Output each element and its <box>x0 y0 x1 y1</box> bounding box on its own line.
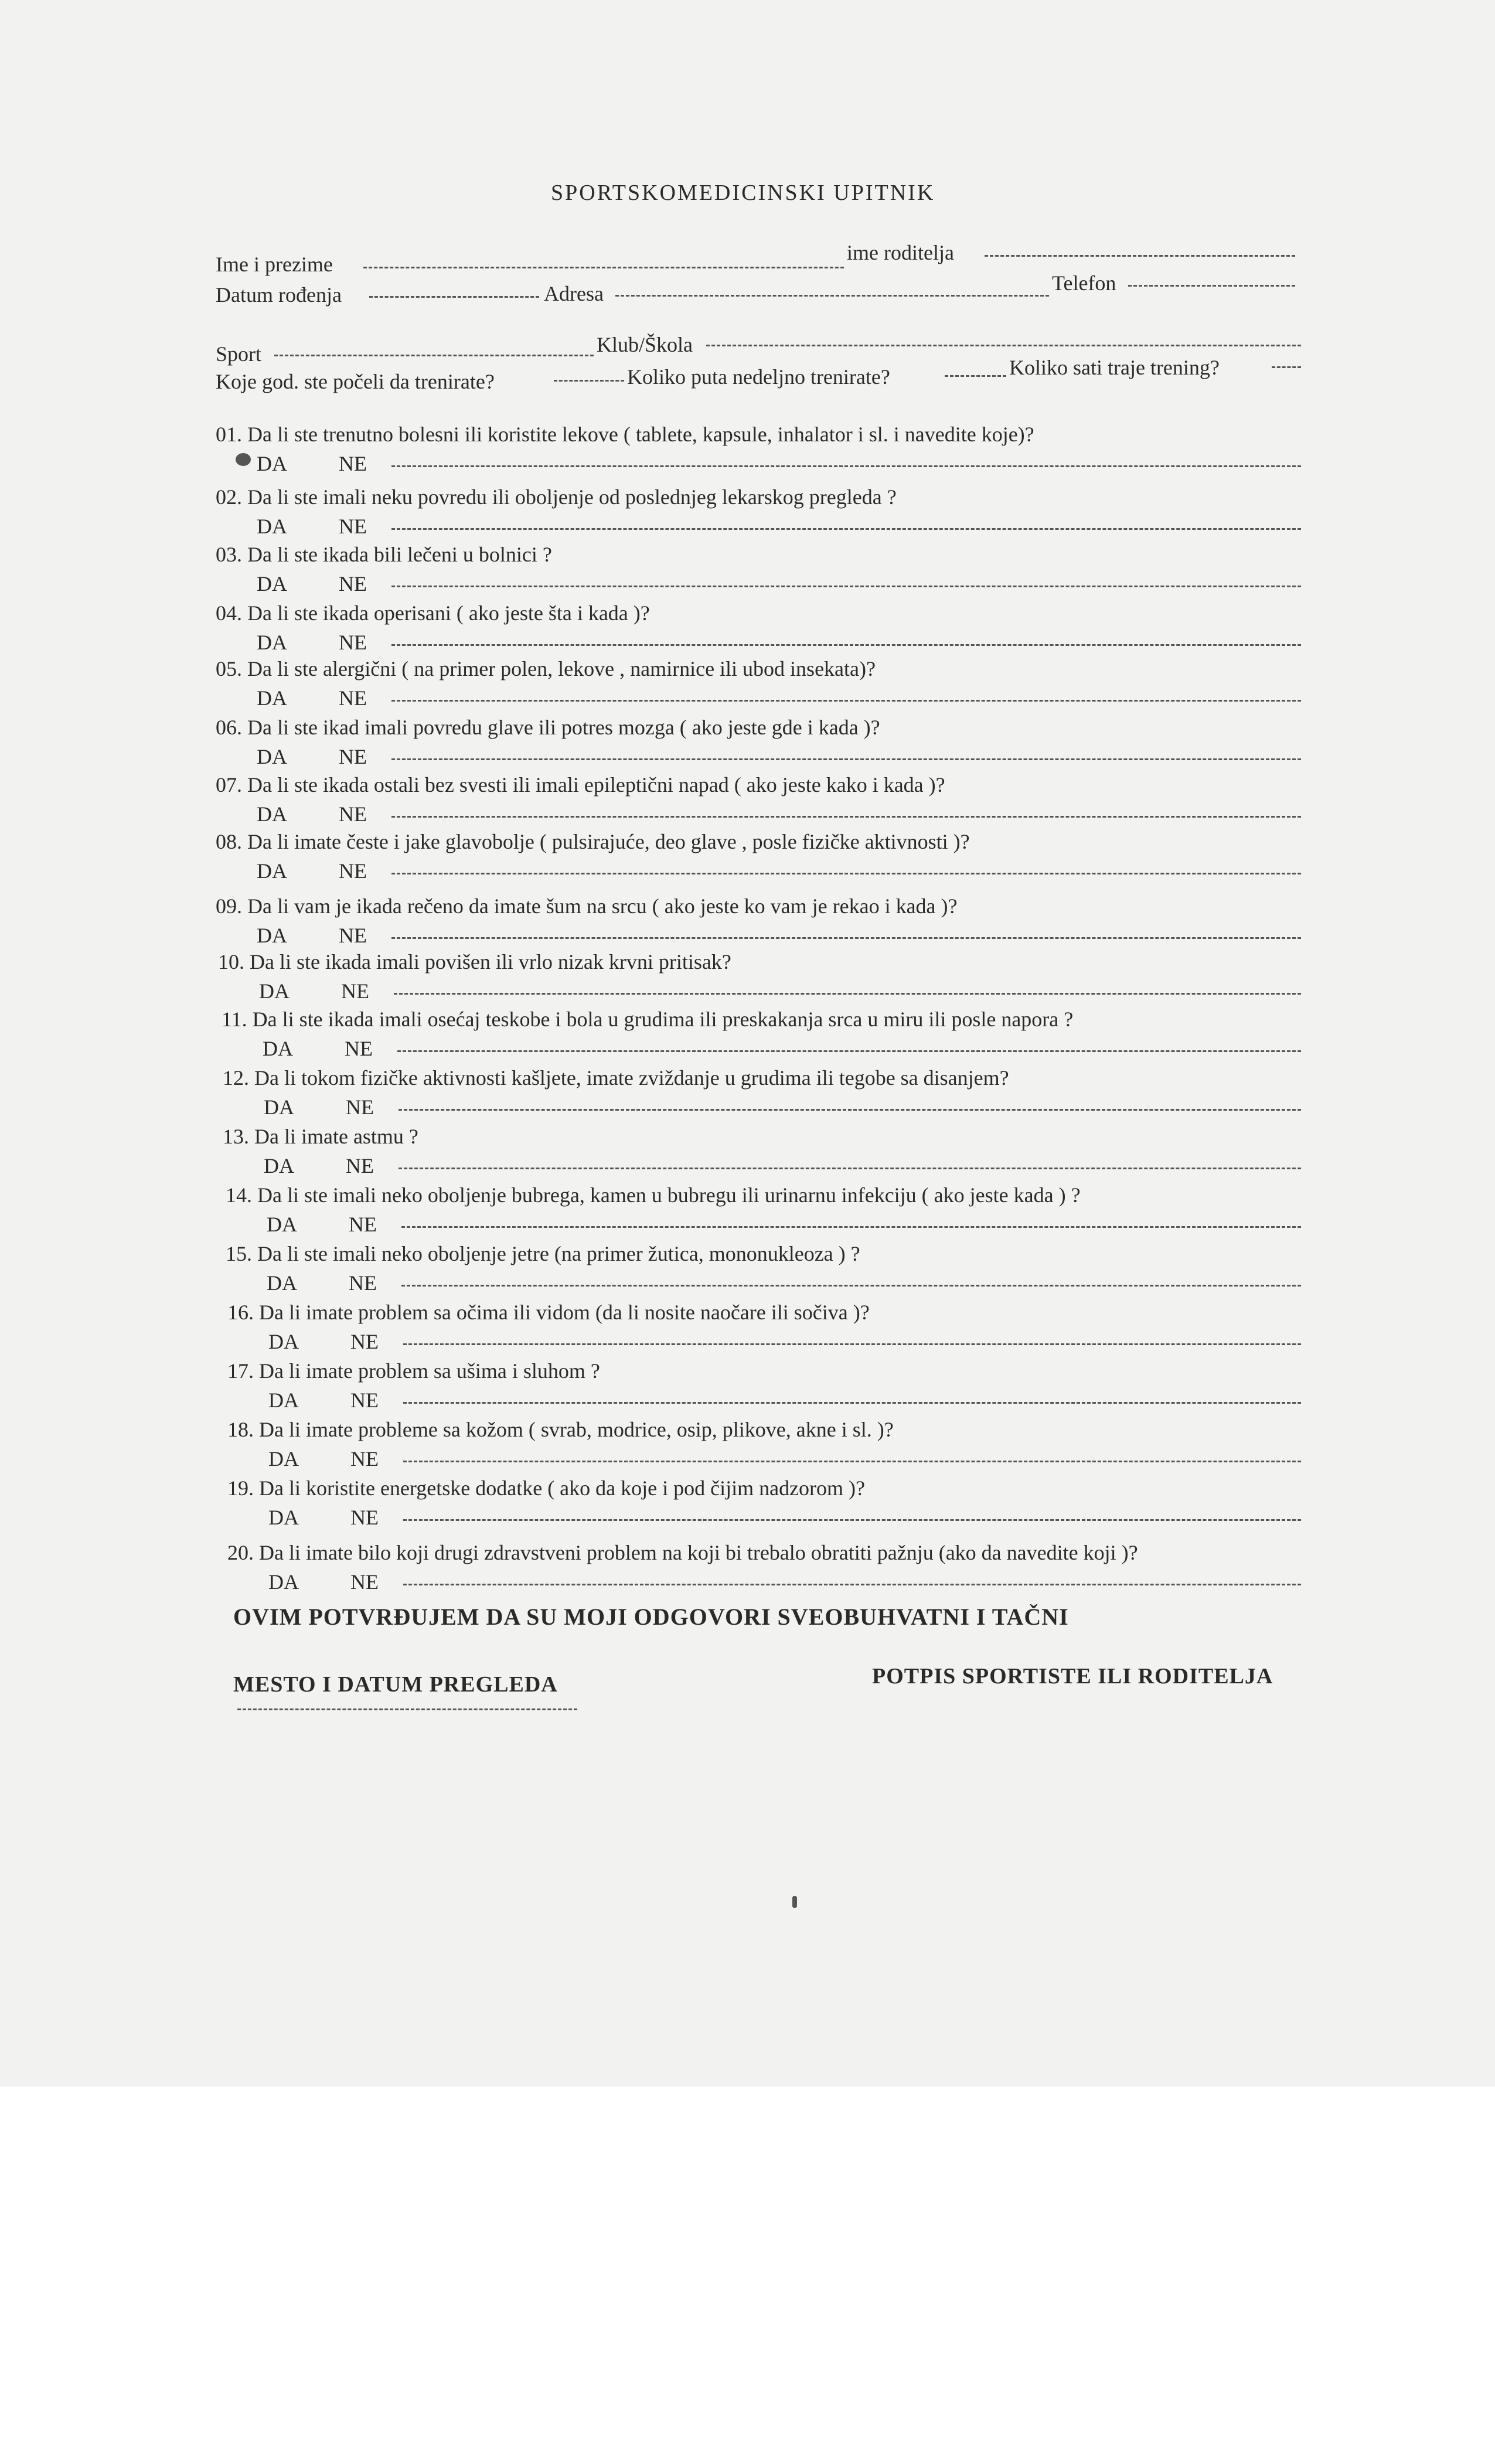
question-text: 19. Da li koristite energetske dodatke ( ako da koje i pod čijim nadzorom )? <box>227 1476 866 1500</box>
answer-line[interactable] <box>391 644 1301 646</box>
answer-no[interactable]: NE <box>341 979 369 1003</box>
birthdate-field[interactable] <box>369 296 539 298</box>
answer-line[interactable] <box>403 1343 1301 1345</box>
answer-yes[interactable]: DA <box>267 1271 297 1295</box>
duration-label: Koliko sati traje trening? <box>1009 356 1220 379</box>
answer-yes[interactable]: DA <box>257 924 287 947</box>
question-text: 11. Da li ste ikada imali osećaj teskobe i bola u grudima ili preskakanja srca u miru ili posle napora ? <box>222 1008 1074 1031</box>
answer-no[interactable]: NE <box>350 1388 379 1412</box>
answer-line[interactable] <box>391 816 1301 818</box>
answer-line[interactable] <box>399 1168 1301 1169</box>
answer-no[interactable]: NE <box>339 802 367 826</box>
weekly-label: Koliko puta nedeljno trenirate? <box>627 365 890 389</box>
name-field[interactable] <box>363 267 844 268</box>
answer-yes[interactable]: DA <box>268 1330 299 1353</box>
question-text: 20. Da li imate bilo koji drugi zdravstveni problem na koji bi trebalo obratiti pažnju (ako da navedite koji )? <box>227 1541 1138 1564</box>
answer-yes[interactable]: DA <box>268 1388 299 1412</box>
answer-yes[interactable]: DA <box>268 1447 299 1471</box>
answer-no[interactable]: NE <box>339 924 367 947</box>
answer-no[interactable]: NE <box>339 515 367 538</box>
sport-label: Sport <box>216 342 262 366</box>
answer-yes[interactable]: DA <box>257 452 287 475</box>
parent-name-label: ime roditelja <box>847 241 954 264</box>
answer-line[interactable] <box>403 1402 1301 1404</box>
answer-no[interactable]: NE <box>349 1271 377 1295</box>
answer-line[interactable] <box>391 873 1301 874</box>
answer-yes[interactable]: DA <box>264 1154 294 1177</box>
question-text: 06. Da li ste ikad imali povredu glave ili potres mozga ( ako jeste gde i kada )? <box>216 716 880 739</box>
address-label: Adresa <box>544 282 604 305</box>
answer-no[interactable]: NE <box>345 1037 373 1060</box>
answer-line[interactable] <box>403 1584 1301 1585</box>
form-title: SPORTSKOMEDICINSKI UPITNIK <box>551 181 935 205</box>
duration-field[interactable] <box>1272 366 1301 368</box>
answer-no[interactable]: NE <box>346 1154 374 1177</box>
question-text: 18. Da li imate probleme sa kožom ( svrab, modrice, osip, plikove, akne i sl. )? <box>227 1418 894 1441</box>
question-text: 09. Da li vam je ikada rečeno da imate šum na srcu ( ako jeste ko vam je rekao i kada )? <box>216 894 958 918</box>
question-text: 15. Da li ste imali neko oboljenje jetre (na primer žutica, mononukleoza ) ? <box>226 1242 860 1265</box>
answer-no[interactable]: NE <box>339 572 367 595</box>
answer-line[interactable] <box>397 1050 1301 1052</box>
name-label: Ime i prezime <box>216 253 333 276</box>
ink-smudge <box>236 453 251 466</box>
question-text: 12. Da li tokom fizičke aktivnosti kašljete, imate zviždanje u grudima ili tegobe sa disanjem? <box>223 1066 1009 1090</box>
answer-yes[interactable]: DA <box>259 979 290 1003</box>
answer-line[interactable] <box>391 758 1301 760</box>
answer-no[interactable]: NE <box>339 631 367 654</box>
confirmation-statement: OVIM POTVRĐUJEM DA SU MOJI ODGOVORI SVEOBUHVATNI I TAČNI <box>233 1604 1069 1630</box>
question-text: 16. Da li imate problem sa očima ili vidom (da li nosite naočare ili sočiva )? <box>227 1301 870 1324</box>
start-year-field[interactable] <box>554 380 624 382</box>
question-text: 02. Da li ste imali neku povredu ili oboljenje od poslednjeg lekarskog pregleda ? <box>216 485 897 509</box>
answer-yes[interactable]: DA <box>267 1213 297 1236</box>
answer-no[interactable]: NE <box>339 859 367 883</box>
question-text: 05. Da li ste alergični ( na primer polen, lekove , namirnice ili ubod insekata)? <box>216 657 876 680</box>
answer-line[interactable] <box>391 937 1301 939</box>
answer-yes[interactable]: DA <box>257 745 287 768</box>
question-text: 01. Da li ste trenutno bolesni ili koristite lekove ( tablete, kapsule, inhalator i sl. i navedite koje)? <box>216 423 1034 446</box>
answer-line[interactable] <box>391 528 1301 530</box>
answer-yes[interactable]: DA <box>257 802 287 826</box>
parent-name-field[interactable] <box>985 255 1295 257</box>
weekly-field[interactable] <box>945 375 1006 377</box>
phone-label: Telefon <box>1052 271 1116 295</box>
stray-mark <box>792 1896 797 1908</box>
answer-yes[interactable]: DA <box>257 631 287 654</box>
question-text: 13. Da li imate astmu ? <box>223 1125 418 1148</box>
signature-label: POTPIS SPORTISTE ILI RODITELJA <box>872 1664 1273 1689</box>
answer-no[interactable]: NE <box>350 1570 379 1594</box>
answer-no[interactable]: NE <box>349 1213 377 1236</box>
answer-yes[interactable]: DA <box>264 1095 294 1119</box>
answer-no[interactable]: NE <box>346 1095 374 1119</box>
answer-line[interactable] <box>399 1109 1301 1111</box>
answer-no[interactable]: NE <box>339 686 367 710</box>
answer-line[interactable] <box>401 1226 1301 1228</box>
question-text: 14. Da li ste imali neko oboljenje bubrega, kamen u bubregu ili urinarnu infekciju ( ako jeste kada ) ? <box>226 1183 1081 1207</box>
question-text: 07. Da li ste ikada ostali bez svesti ili imali epileptični napad ( ako jeste kako i kada )? <box>216 773 945 797</box>
question-text: 10. Da li ste ikada imali povišen ili vrlo nizak krvni pritisak? <box>218 950 731 974</box>
question-text: 08. Da li imate česte i jake glavobolje ( pulsirajuće, deo glave , posle fizičke aktivnosti )? <box>216 830 970 853</box>
place-date-field[interactable] <box>237 1709 577 1710</box>
answer-line[interactable] <box>403 1519 1301 1521</box>
answer-no[interactable]: NE <box>350 1330 379 1353</box>
answer-line[interactable] <box>394 993 1301 995</box>
start-year-label: Koje god. ste počeli da trenirate? <box>216 370 495 393</box>
answer-yes[interactable]: DA <box>257 859 287 883</box>
birthdate-label: Datum rođenja <box>216 283 342 307</box>
answer-yes[interactable]: DA <box>268 1506 299 1529</box>
question-text: 03. Da li ste ikada bili lečeni u bolnici ? <box>216 543 552 566</box>
sport-field[interactable] <box>274 355 594 356</box>
answer-yes[interactable]: DA <box>257 515 287 538</box>
answer-no[interactable]: NE <box>339 452 367 475</box>
address-field[interactable] <box>615 295 1049 297</box>
question-text: 04. Da li ste ikada operisani ( ako jeste šta i kada )? <box>216 601 650 625</box>
answer-line[interactable] <box>391 465 1301 467</box>
club-field[interactable] <box>706 345 1301 346</box>
answer-yes[interactable]: DA <box>257 572 287 595</box>
answer-yes[interactable]: DA <box>268 1570 299 1594</box>
answer-line[interactable] <box>401 1285 1301 1287</box>
place-date-label: MESTO I DATUM PREGLEDA <box>233 1672 558 1697</box>
club-label: Klub/Škola <box>597 333 693 356</box>
answer-line[interactable] <box>391 586 1301 587</box>
answer-yes[interactable]: DA <box>263 1037 293 1060</box>
answer-line[interactable] <box>403 1461 1301 1462</box>
answer-no[interactable]: NE <box>339 745 367 768</box>
question-text: 17. Da li imate problem sa ušima i sluhom ? <box>227 1359 600 1383</box>
phone-field[interactable] <box>1128 285 1295 287</box>
answer-no[interactable]: NE <box>350 1447 379 1471</box>
answer-yes[interactable]: DA <box>257 686 287 710</box>
answer-no[interactable]: NE <box>350 1506 379 1529</box>
answer-line[interactable] <box>391 700 1301 702</box>
